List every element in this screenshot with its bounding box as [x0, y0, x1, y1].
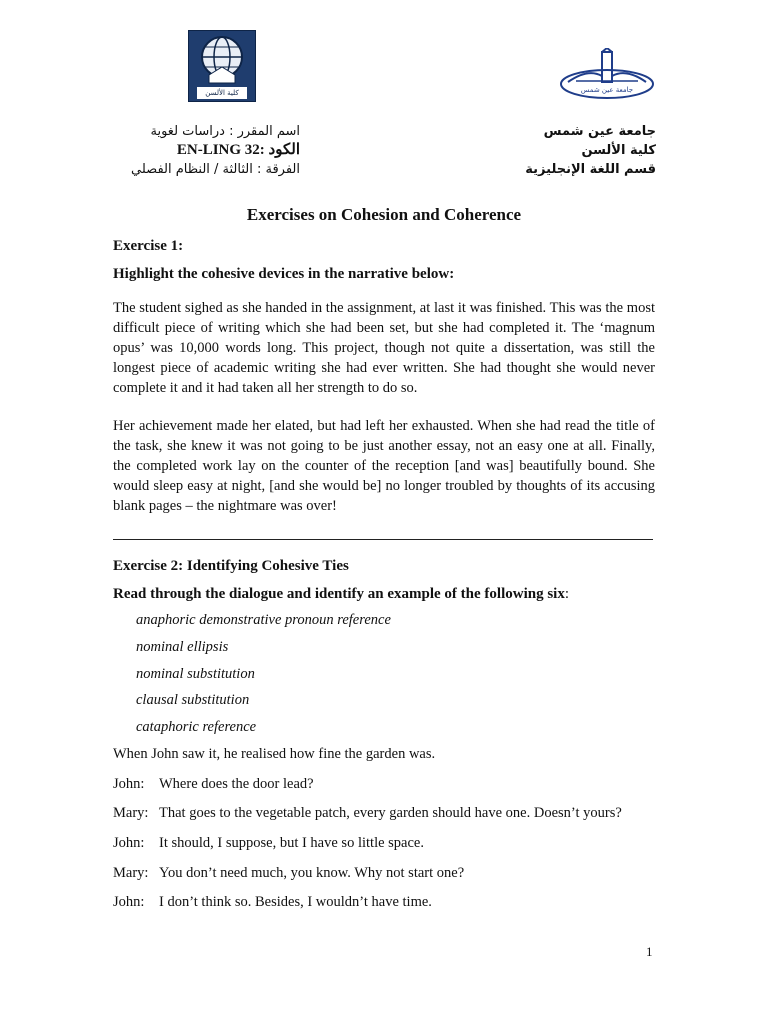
speaker: John:	[113, 776, 145, 792]
dialogue-line	[113, 835, 424, 852]
utterance: Where does the door lead?	[159, 776, 314, 792]
dialogue-line	[113, 865, 464, 882]
page-title: Exercises on Cohesion and Coherence	[246, 205, 522, 224]
exercise1-heading: Exercise 1:	[113, 238, 184, 254]
faculty-logo	[188, 30, 256, 102]
speaker: Mary:	[113, 865, 149, 881]
dialogue-line	[113, 776, 314, 793]
section-divider	[113, 539, 653, 540]
exercise1-instruction: Highlight the cohesive devices in the narrative below:	[113, 266, 455, 282]
exercise1-paragraph-2: Her achievement made her elated, but had left her exhausted. When she had read the title of the task, she knew it was not going to be just another essay, not an easy one at all. Finally, the completed work lay on the counter of the reception [and was] beautifully bound. She would sleep easy at night, [and she would be] no longer troubled by thoughts of its accusing blank pages – the nightmare was over!	[113, 418, 655, 514]
dialogue-line	[113, 805, 622, 822]
university-name: جامعة عين شمس	[543, 124, 656, 139]
speaker: John:	[113, 835, 145, 851]
exercise2-instruction: Read through the dialogue and identify an example of the following six:	[113, 586, 570, 602]
speaker: Mary:	[113, 805, 149, 821]
dialogue-line	[113, 894, 432, 911]
university-logo	[558, 48, 656, 100]
exercise2-heading: Exercise 2: Identifying Cohesive Ties	[113, 558, 349, 574]
dialogue-intro: When John saw it, he realised how fine the garden was.	[113, 746, 436, 762]
course-info	[130, 122, 300, 179]
course-code: الكود :EN-LING 32	[176, 142, 300, 158]
list-item: clausal substitution	[136, 692, 250, 708]
exercise1-paragraph-1: The student sighed as she handed in the assignment, at last it was finished. This was the most difficult piece of writing which she had been set, but she had completed it. The ‘magnum opus’ was 10,000 words long. This project, though not quite a dissertation, was still the longest piece of academic writing she had ever written. She had thought she would never complete it and it had taken all her strength to do so.	[113, 300, 655, 396]
list-item: anaphoric demonstrative pronoun reference	[136, 612, 391, 628]
utterance: I don’t think so. Besides, I wouldn’t have time.	[159, 894, 432, 910]
course-name: اسم المقرر : دراسات لغوية	[150, 124, 300, 139]
university-logo-caption: جامعة عين شمس	[580, 86, 634, 94]
list-item: nominal substitution	[136, 666, 255, 682]
speaker: John:	[113, 894, 145, 910]
faculty-name: كلية الألسن	[581, 143, 656, 158]
list-item: nominal ellipsis	[136, 639, 229, 655]
utterance: It should, I suppose, but I have so little space.	[159, 835, 424, 851]
utterance: That goes to the vegetable patch, every garden should have one. Doesn’t yours?	[159, 805, 622, 821]
page-number: 1	[646, 944, 653, 959]
department-name: قسم اللغة الإنجليزية	[525, 162, 656, 177]
utterance: You don’t need much, you know. Why not start one?	[159, 865, 465, 881]
list-item: cataphoric reference	[136, 719, 257, 735]
course-level: الفرقة : الثالثة / النظام الفصلي	[131, 162, 300, 177]
faculty-logo-caption: كلية الألسن	[205, 89, 239, 97]
institution-info	[490, 122, 656, 179]
